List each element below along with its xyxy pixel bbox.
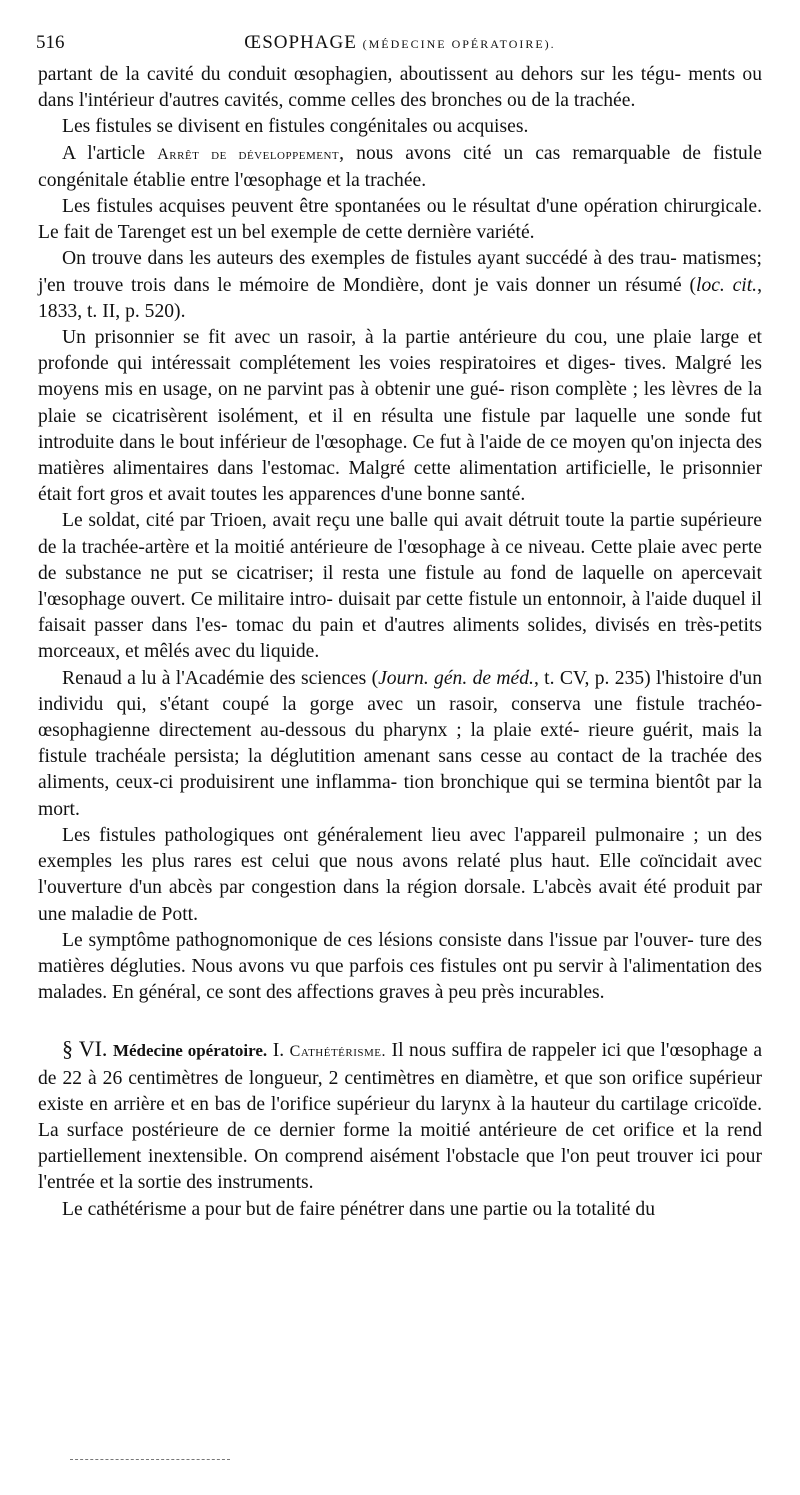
- paragraph-continuation: partant de la cavité du conduit œsophagien, aboutissent au dehors sur les tégu- ments ou dans l'intérieur d'autres cavités, comme celles des bronches ou de la trachée.: [38, 64, 762, 112]
- citation: Journ. gén. de méd.: [378, 667, 534, 689]
- running-title: [36, 32, 764, 54]
- running-title-main: ŒSOPHAGE: [244, 32, 357, 53]
- paragraph: A l'article Arrêt de développement, nous avons cité un cas remarquable de fistule congénitale établie entre l'œsophage et la trachée.: [38, 142, 762, 191]
- running-head: [36, 32, 764, 58]
- paragraph: Un prisonnier se fit avec un rasoir, à la partie antérieure du cou, une plaie large et profonde qui intéressait complétement les voies respiratoires et diges- tives. Malgré les moyens mis en usage, on ne parvint pas à obtenir une gué- rison complète ; les lèvres de la plaie se cicatrisèrent isolément, et il en résulta une fistule par laquelle une sonde fut introduite dans le bout inférieur de l'œsophage. Ce fut à l'aide de ce moyen qu'on injecta des matières alimentaires dans l'estomac. Malgré cette alimentation artificielle, le prisonnier était fort gros et avait toutes les apparences d'une bonne santé.: [38, 327, 762, 506]
- paragraph: Les fistules se divisent en fistules congénitales ou acquises.: [62, 116, 529, 138]
- paragraph: Renaud a lu à l'Académie des sciences (Journ. gén. de méd., t. CV, p. 235) l'histoire d'un individu qui, s'étant coupé la gorge avec un rasoir, conserva une fistule trachéo-œsophagienne directement au-dessous du pharynx ; la plaie exté- rieure guérit, mais la fistule trachéale persista; la déglutition amenant sans cesse au contact de la trachée des aliments, ceux-ci produisirent une inflamma- tion bronchique qui se termina bientôt par la mort.: [38, 667, 763, 820]
- paragraph-last: Le cathétérisme a pour but de faire pénétrer dans une partie ou la totalité du: [62, 1198, 655, 1220]
- paragraph: On trouve dans les auteurs des exemples de fistules ayant succédé à des trau- matismes; j'en trouve trois dans le mémoire de Mondière, dont je vais donner un résumé (loc. cit., 1833, t. II, p. 520).: [38, 248, 762, 322]
- section-text: Il nous suffira de rappeler ici que l'œsophage a de 22 à 26 centimètres de longueur, 2 centimètres en diamètre, et que son orifice supérieur existe en arrière et en bas de l'orifice supérieur du larynx à la hauteur du cartilage cricoïde. La surface postérieure de ce dernier forme la moitié antérieure de cet orifice et la rend partiellement inextensible. On comprend aisément l'obstacle que l'on peut trouver ici pour l'entrée et la sortie des instruments.: [38, 1040, 763, 1194]
- page-number: 516: [36, 32, 65, 53]
- citation: loc. cit.: [696, 274, 758, 296]
- paragraph: Les fistules pathologiques ont généralement lieu avec l'appareil pulmonaire ; un des exemples les plus rares est celui que nous avons relaté plus haut. Elle coïncidait avec l'ouverture d'un abcès par congestion dans la région dorsale. L'abcès avait été produit par une maladie de Pott.: [38, 824, 762, 925]
- paragraph: Les fistules acquises peuvent être spontanées ou le résultat d'une opération chirurgicale. Le fait de Tarenget est un bel exemple de cette dernière variété.: [38, 196, 762, 244]
- section-mark: § VI.: [62, 1036, 108, 1062]
- running-title-section: (MÉDECINE OPÉRATOIRE).: [362, 37, 556, 51]
- paragraph: Le soldat, cité par Trioen, avait reçu une balle qui avait détruit toute la partie supérieure de la trachée-artère et la moitié antérieure de l'œsophage à ce niveau. Cette plaie avec perte de substance ne put se cicatriser; il resta une fistule au fond de laquelle on apercevait l'œsophage ouvert. Ce militaire intro- duisait par cette fistule un entonnoir, à l'aide duquel il faisait passer dans l'es- tomac du pain et d'autres aliments solides, divisés en très-petits morceaux, et mêlés avec du liquide.: [38, 510, 762, 663]
- footer-rule: [70, 1459, 230, 1460]
- section-number: I.: [272, 1040, 285, 1062]
- section-heading-paragraph: [38, 1036, 762, 1196]
- paragraph: Le symptôme pathognomonique de ces lésions consiste dans l'issue par l'ouver- ture des matières dégluties. Nous avons vu que parfois ces fistules ont pu servir à l'alimentation des malades. En général, ce sont des affections graves à peu près incurables.: [38, 929, 762, 1004]
- section-subtitle: Cathétérisme.: [289, 1043, 387, 1061]
- body-text: [38, 62, 762, 1223]
- section-title: Médecine opératoire.: [112, 1041, 268, 1061]
- cross-reference: Arrêt de développement: [157, 145, 340, 163]
